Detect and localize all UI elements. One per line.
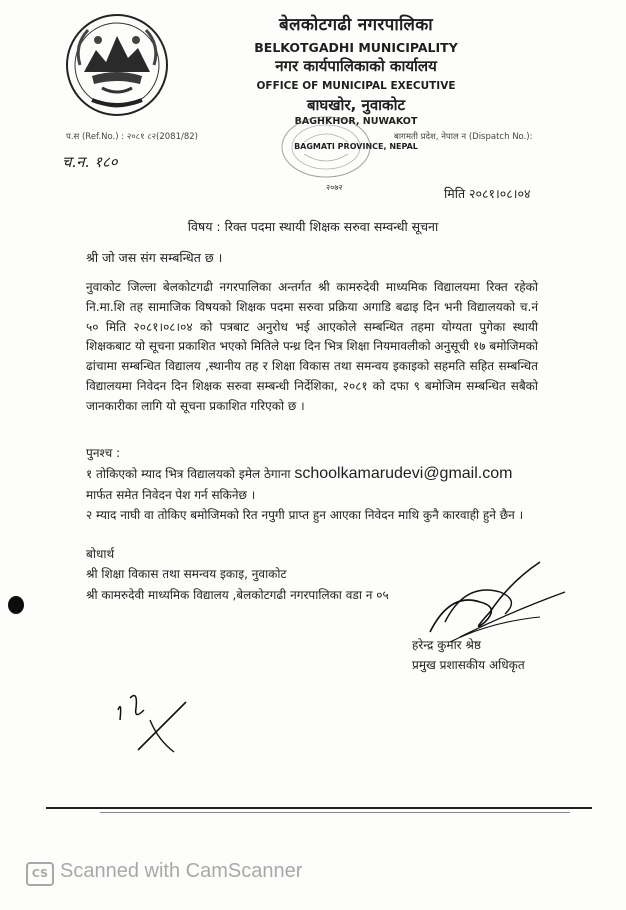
- letter-subject: विषय : रिक्त पदमा स्थायी शिक्षक सरुवा सम्वन्धी सूचना: [187, 219, 439, 234]
- nepal-emblem-icon: [62, 10, 172, 120]
- office-name-np: नगर कार्यपालिकाको कार्यालय: [275, 57, 437, 75]
- cc-recipient-2: श्री कामरुदेवी माध्यमिक विद्यालय ,बेलकोटगढी नगरपालिका वडा न ०५: [86, 588, 389, 602]
- postscript-item-1: [86, 463, 556, 506]
- office-name-en: OFFICE OF MUNICIPAL EXECUTIVE: [256, 80, 456, 92]
- cc-recipient-1: श्री शिक्षा विकास तथा समन्वय इकाइ, नुवाकोट: [86, 567, 287, 581]
- location-np: बाघखोर, नुवाकोट: [306, 96, 406, 114]
- postscript-item-1-text: १ तोकिएको म्याद भित्र विद्यालयको इमेल ठेगाना: [86, 467, 295, 481]
- province-en: BAGMATI PROVINCE, NEPAL: [294, 142, 418, 151]
- stamp-number: २०७२: [326, 183, 343, 192]
- letter-date: मिति २०८१।०८।०४: [444, 186, 531, 201]
- signer-name: हरेन्द्र कुमार श्रेष्ठ: [412, 638, 481, 652]
- office-stamp-icon: [276, 112, 376, 182]
- municipality-name-np: बेलकोटगढी नगरपालिका: [278, 15, 434, 35]
- camscanner-logo: CS: [26, 862, 54, 886]
- postscript-item-1-tail: मार्फत समेत निवेदन पेश गर्न सकिनेछ ।: [86, 488, 256, 502]
- punch-hole-mark: [8, 596, 24, 614]
- camscanner-watermark: Scanned with CamScanner: [60, 860, 303, 882]
- salutation: श्री जो जस संग सम्बन्धित छ ।: [86, 250, 223, 265]
- location-en: BAGHKHOR, NUWAKOT: [294, 116, 418, 127]
- letter-body: नुवाकोट जिल्ला बेलकोटगढी नगरपालिका अन्तर्गत श्री कामरुदेवी माध्यमिक विद्यालयमा रिक्त रहेको नि.मा.शि तह सामाजिक विषयको शिक्षक पदमा सरुवा प्रक्रिया अगाडि बढाइ दिन भनी विद्यालयको च.नं ५० मिति २०८१।०८।०४ को पत्रबाट अनुरोध भई आएकोले सम्बन्धित तहमा योग्यता पुगेका स्थायी शिक्षकबाट यो सूचना प्रकाशित भएको मितिले पन्ध्र दिन भित्र शिक्षा नियमावलीको अनुसूची १७ बमोजिमको ढांचामा सम्बन्धित विद्यालय ,स्थानीय तह र शिक्षा विकास तथा समन्वय इकाइको सहमति सहित सम्बन्धित विद्यालयमा निवेदन दिन शिक्षक सरुवा सम्बन्धी निर्देशिका, २०८१ को दफा ९ बमोजिम सम्बन्धित सबैको जानकारीका लागि यो सूचना प्रकाशित गरिएको छ ।: [86, 280, 538, 413]
- footer-rule-secondary: [100, 812, 570, 813]
- handwritten-dispatch-number: च.न. १८०: [62, 153, 118, 171]
- cc-heading: बोधार्थ: [86, 547, 115, 561]
- municipality-name-en: BELKOTGADHI MUNICIPALITY: [254, 40, 458, 55]
- dispatch-number: बागमती प्रदेश, नेपाल न (Dispatch No.):: [394, 132, 533, 142]
- footer-rule: [46, 807, 592, 809]
- postscript-heading: पुनश्च :: [86, 446, 121, 460]
- signer-title: प्रमुख प्रशासकीय अधिकृत: [412, 658, 525, 672]
- reference-number: प.स (Ref.No.) : २०८१ ८२(2081/82): [66, 132, 198, 142]
- postscript-item-2: २ म्याद नाघी वा तोकिए बमोजिमको रित नपुगी प्राप्त हुन आएका निवेदन माथि कुनै कारवाही हुने छैन ।: [86, 508, 524, 522]
- school-email: schoolkamarudevi@gmail.com: [294, 465, 513, 482]
- handwritten-mark-icon: [108, 680, 198, 760]
